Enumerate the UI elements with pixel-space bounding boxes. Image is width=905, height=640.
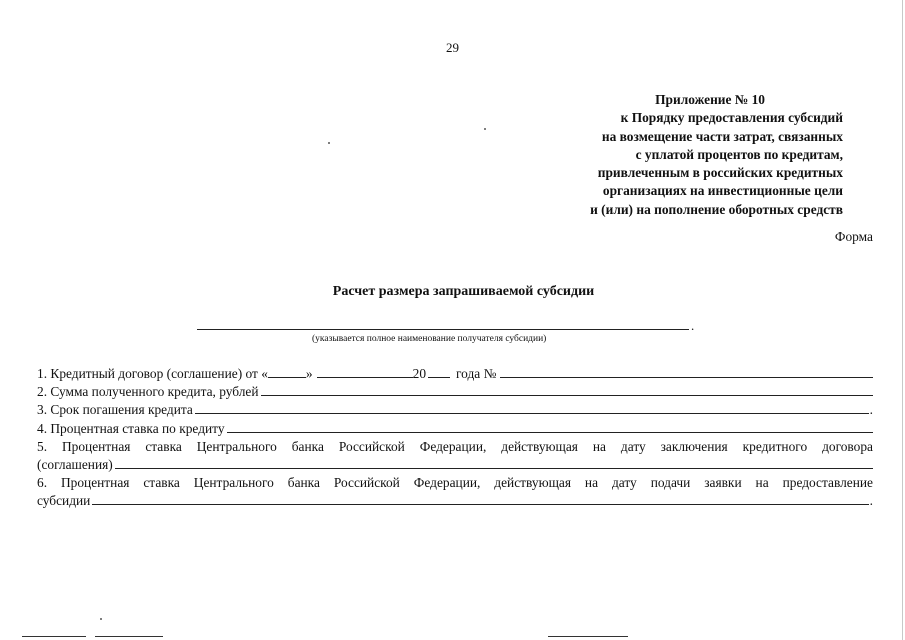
year-prefix: 20	[412, 366, 427, 381]
line-end-dot: .	[869, 493, 873, 509]
cb-rate-application-label: субсидии	[37, 493, 91, 509]
field-credit-agreement	[37, 365, 873, 383]
appendix-line: привлеченным в российских кредитных	[597, 165, 843, 181]
cb-rate-agreement-text: 5. Процентная ставка Центрального банка Российской Федерации, действующая на дату заключения кредитного договора	[37, 438, 873, 454]
scan-bottom-mark	[22, 636, 86, 637]
appendix-line: на возмещение части затрат, связанных	[601, 128, 843, 144]
form-label: Форма	[834, 229, 873, 244]
appendix-header	[483, 91, 843, 219]
field-interest-rate	[37, 420, 873, 438]
repayment-term-input[interactable]	[195, 401, 869, 414]
appendix-line: и (или) на пополнение оборотных средств	[590, 201, 843, 217]
scan-bottom-mark	[548, 636, 628, 637]
scan-speck	[328, 142, 330, 144]
recipient-note: (указывается полное наименование получателя субсидии)	[312, 334, 547, 344]
cb-rate-agreement-input[interactable]	[115, 456, 873, 469]
field-cb-rate-application	[37, 492, 873, 510]
credit-amount-input[interactable]	[261, 383, 873, 396]
line-end-dot: .	[869, 402, 873, 418]
agreement-year-field[interactable]	[428, 365, 450, 378]
scan-speck	[484, 128, 486, 130]
form-fields	[37, 365, 873, 511]
field-repayment-term	[37, 401, 873, 419]
page-number: 29	[446, 40, 459, 55]
field-credit-amount	[37, 383, 873, 401]
scan-speck	[100, 618, 102, 620]
agreement-month-field[interactable]	[317, 365, 413, 378]
appendix-line: с уплатой процентов по кредитам,	[635, 146, 843, 162]
interest-rate-label: 4. Процентная ставка по кредиту	[37, 420, 225, 436]
appendix-line: к Порядку предоставления субсидий	[620, 110, 843, 126]
document-title: Расчет размера запрашиваемой субсидии	[332, 284, 595, 299]
appendix-line: Приложение № 10	[655, 92, 765, 107]
repayment-term-label: 3. Срок погашения кредита	[37, 402, 193, 418]
recipient-name-field[interactable]	[197, 329, 689, 330]
recipient-trailing-dot: .	[691, 318, 695, 333]
credit-agreement-label: 1. Кредитный договор (соглашение) от «	[37, 366, 268, 381]
page-edge	[902, 0, 903, 640]
cb-rate-application-text: 6. Процентная ставка Центрального банка Российской Федерации, действующая на дату подачи заявки на предоставление	[37, 475, 873, 491]
agreement-number-field[interactable]	[500, 365, 873, 378]
year-suffix-label: года №	[456, 366, 497, 381]
quote-close: »	[305, 366, 313, 381]
cb-rate-application-input[interactable]	[92, 492, 868, 505]
appendix-line: организациях на инвестиционные цели	[602, 183, 843, 199]
scan-bottom-mark	[95, 636, 163, 637]
credit-amount-label: 2. Сумма полученного кредита, рублей	[37, 384, 259, 400]
interest-rate-input[interactable]	[227, 420, 873, 433]
cb-rate-agreement-label: (соглашения)	[37, 457, 113, 473]
agreement-day-field[interactable]	[268, 365, 306, 378]
field-cb-rate-agreement	[37, 456, 873, 474]
